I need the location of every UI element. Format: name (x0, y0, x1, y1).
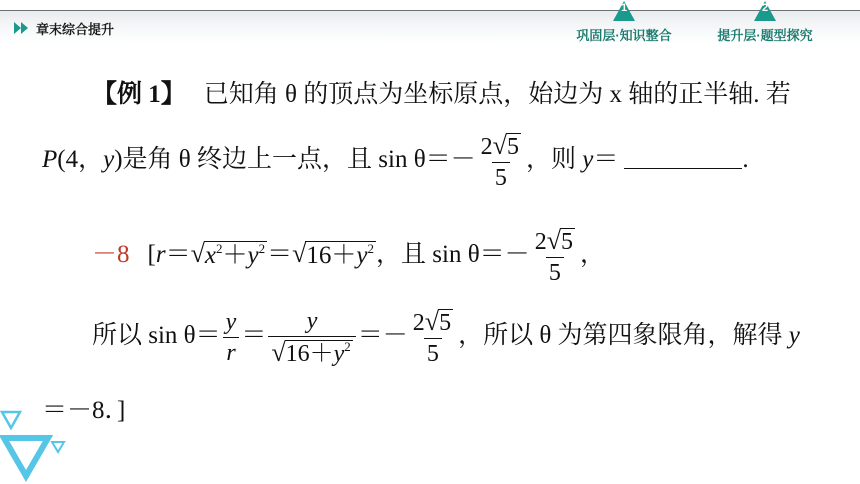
radicand: 5 (506, 134, 519, 160)
radical-sign: √ (546, 226, 561, 255)
fraction-numerator (478, 133, 524, 162)
problem-text-3: ，则 (525, 146, 583, 174)
radical-sign: √ (492, 131, 507, 160)
nav-badge-2 (754, 1, 776, 23)
coef: 2 (480, 134, 493, 160)
equals: ＝ (593, 146, 619, 174)
sqrt (493, 133, 521, 159)
equals-neg: ＝－ (357, 322, 408, 350)
exponent: 2 (367, 241, 375, 257)
solution-text-2: 所以 sin θ＝ (92, 322, 221, 350)
point-p: P (42, 146, 58, 174)
solution-line-1 (92, 228, 605, 285)
var-y: y (788, 322, 800, 350)
plus: ＋ (222, 242, 248, 270)
sqrt (547, 228, 575, 254)
fraction-y-over-sqrt (268, 309, 355, 366)
fraction-denominator: r (223, 337, 238, 365)
period: . (742, 146, 749, 174)
answer-value: －8 (92, 241, 130, 269)
solution-line-2 (92, 309, 800, 366)
fraction-denominator (268, 336, 355, 366)
fraction-denominator: 5 (492, 162, 510, 190)
fraction-neg-2root5-over-5 (478, 133, 524, 190)
nav-label-2: 提升层·题型探究 (717, 28, 813, 43)
fraction-numerator (532, 228, 578, 257)
radicand-const: 16＋ (306, 242, 357, 270)
nav-tab-advanced[interactable] (704, 0, 826, 44)
coef: 2 (534, 229, 547, 255)
problem-text-1: 已知角 θ 的顶点为坐标原点，始边为 x 轴的正半轴. 若 (203, 81, 791, 108)
fraction-denominator: 5 (546, 257, 564, 285)
exponent: 2 (258, 241, 266, 257)
var-y: y (247, 242, 259, 270)
radical-sign: √ (424, 307, 440, 336)
radicand-const: 16＋ (285, 341, 334, 367)
fraction-y-over-r (223, 310, 240, 365)
exponent: 2 (215, 241, 223, 257)
sqrt-16-y2 (271, 340, 352, 366)
equals: ＝ (267, 241, 293, 269)
sqrt-16-y2 (292, 241, 376, 268)
radicand (204, 241, 267, 268)
solution-conclusion: ＝－8．] (42, 397, 126, 424)
chapter-heading (14, 19, 114, 37)
exponent: 2 (344, 339, 351, 354)
double-play-icon (14, 22, 30, 34)
nav-tab-consolidation[interactable] (564, 0, 684, 44)
bracket-open: [ (147, 241, 156, 269)
var-y: y (103, 146, 115, 174)
radical-sign: √ (292, 239, 307, 269)
problem-line-1 (92, 80, 791, 110)
problem-line-2 (42, 133, 749, 190)
equals: ＝ (165, 241, 191, 269)
radicand: 5 (439, 310, 452, 336)
radical-sign: √ (271, 338, 286, 367)
var-y: y (356, 242, 368, 270)
nav-number-2: 2 (761, 2, 769, 14)
radical-sign: √ (190, 239, 205, 269)
sqrt (425, 309, 453, 335)
coef: 2 (412, 310, 425, 336)
var-x: x (204, 242, 216, 270)
fraction-numerator: y (225, 309, 237, 335)
decorative-triangles-icon (0, 408, 70, 484)
point-coord-open: (4， (57, 146, 104, 174)
equals: ＝ (241, 322, 267, 350)
nav-label-1: 巩固层·知识整合 (576, 28, 672, 43)
fraction-numerator: y (306, 308, 318, 334)
var-y: y (582, 146, 594, 174)
fraction-2root5-over-5 (410, 309, 456, 366)
fraction-neg-2root5-over-5 (532, 228, 578, 285)
solution-text-3: ，所以 θ 为第四象限角，解得 (458, 322, 789, 350)
chapter-title: 章末综合提升 (36, 21, 115, 37)
example-label: 【例 1】 (92, 81, 186, 108)
radicand: 5 (560, 229, 573, 255)
var-r: r (155, 241, 166, 269)
nav-number-1: 1 (620, 2, 628, 14)
fraction-denominator: 5 (424, 338, 442, 366)
radicand (305, 241, 376, 268)
comma: ， (579, 241, 605, 269)
var-y: y (333, 341, 345, 367)
fraction-numerator (410, 309, 456, 338)
answer-blank[interactable] (624, 146, 742, 169)
problem-text-2: )是角 θ 终边上一点，且 sin θ＝－ (114, 146, 476, 174)
sqrt-x2-y2 (191, 241, 268, 268)
radicand (285, 340, 353, 366)
header-bar (0, 0, 860, 44)
nav-badge-1 (613, 1, 635, 23)
solution-text-1: ，且 sin θ＝－ (376, 241, 530, 269)
